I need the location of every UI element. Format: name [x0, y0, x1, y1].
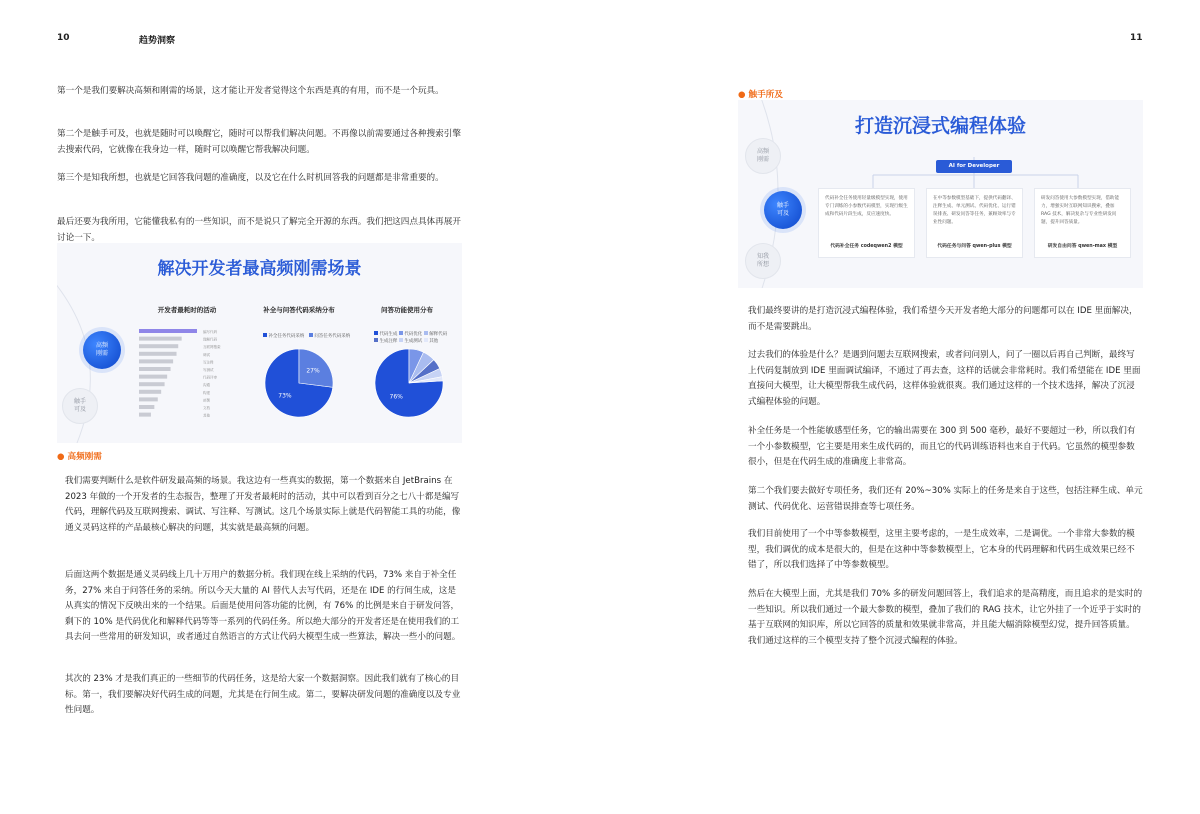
section-label-high-frequency: [57, 450, 102, 462]
bar-label: 部署: [203, 398, 210, 403]
bar-label: 写测试: [203, 368, 214, 372]
bar-代码评审: [139, 375, 167, 379]
page-number-left: 10: [57, 33, 70, 43]
bullet-dot-icon: ●: [738, 90, 746, 100]
bar-label: 沟通: [203, 383, 210, 388]
body-paragraph-1: 我们需要判断什么是软件研发最高频的场景。我这边有一些真实的数据，第一个数据来自 JetBrains 在 2023 年做的一个开发者的生态报告，整理了开发者最耗时的活动，其中可以看到百分之七八十都是编写代码，理解代码及互联网搜索、调试、写注释、写测试。这几个场景实际上就是代码智能工具的功能，像通义灵码这样的产品最核心解决的问题，其实就是最高频的问题。: [65, 476, 461, 533]
section-label-text: 高频刚需: [67, 452, 102, 462]
chart2-title: 补全与问答代码采纳分布: [263, 306, 335, 314]
bar-沟通: [139, 382, 165, 386]
right-paragraph-5: 我们目前使用了一个中等参数模型，这里主要考虑的，一是生成效率，二是调优。一个非常大参数的模型，我们调优的成本是很大的，但是在这种中等参数模型上，它本身的代码理解和代码生成效果已经不错了，所以我们选择了中等参数模型。: [748, 529, 1135, 570]
chart2-pie: [263, 347, 335, 419]
body-paragraph-2: 后面这两个数据是通义灵码线上几十万用户的数据分析。我们现在线上采纳的代码，73% 来自于补全任务，27% 来自于问答任务的采纳。所以今天大量的 AI 替代人去写代码，还是在 IDE 的行间生成，这是从真实的情况下反映出来的一个结果。后面是使用问答功能的比例，有 76% 的比例是来自于研发问答，剩下的 10% 是代码优化和解释代码等等一系列的代码任务。所以绝大部分的开发者还是在使用我们的工具去问一些常用的研发知识，或者通过自然语言的方式让代码大模型生成一些算法，解决一些小的问题。: [65, 570, 461, 642]
card-text: 研发问答使用大参数模型实现，借助能力，增强实时互联网知识搜索，叠加 RAG 技术，解决复杂与专业性研发问题，提升回答质量。: [1041, 196, 1120, 225]
pie-label: 73%: [278, 392, 292, 400]
left-figure: [57, 243, 462, 443]
section-label-text: 触手所及: [748, 90, 783, 100]
right-paragraph-3: 补全任务是一个性能敏感型任务，它的输出需要在 300 到 500 毫秒，最好不要超过一秒，所以我们有一个小参数模型，它主要是用来生成代码的，而且它的代码训练语料也来自于代码。它虽然的模型参数很小，但是在代码生成的准确度上非常高。: [748, 426, 1136, 467]
right-paragraph-4: 第二个我们要去做好专项任务，我们还有 20%~30% 实际上的任务是来自于这些，包括注释生成、单元测试、代码优化、运营错误排查等七项任务。: [748, 486, 1143, 512]
intro-paragraph-3: 第三个是知我所想，也就是它回答我问题的准确度，以及它在什么时机回答我的问题都是非常重要的。: [57, 173, 444, 183]
card-footer: 代码补全任务 codeqwen2 模型: [830, 244, 903, 249]
bar-label: 文档: [203, 406, 210, 410]
card-footer: 研发自由问答 qwen-max 模型: [1047, 244, 1118, 249]
bar-写测试: [139, 367, 171, 371]
bar-编写代码: [139, 329, 197, 333]
bar-调试: [139, 352, 177, 356]
bar-label: 代码评审: [203, 375, 217, 380]
right-figure: [738, 100, 1143, 288]
legend-item: 生成测试: [404, 339, 423, 344]
chart1-bars: [137, 327, 237, 427]
chart1-title: 开发者最耗时的活动: [157, 306, 217, 314]
circle-label: 触手可及: [776, 202, 789, 217]
bar-理解代码: [139, 337, 182, 341]
legend-item: 解释代码: [429, 332, 448, 337]
intro-paragraph-1: 第一个是我们要解决高频和刚需的场景，这才能让开发者觉得这个东西是真的有用，而不是一个玩具。: [57, 86, 444, 96]
bar-其他: [139, 413, 151, 417]
model-card-qa: [1034, 188, 1131, 258]
model-card-tasks: [926, 188, 1023, 258]
bar-label: 编写代码: [203, 330, 217, 334]
legend-item: 其他: [429, 339, 439, 344]
legend-item: 代码生成: [379, 332, 398, 337]
card-text: 在中等参数模型基础下，提供代码翻译、注释生成、单元测试、代码优化、运行错误排查、研发问答等任务，兼顾效率与专业性问题。: [933, 196, 1016, 225]
page-number-right: 11: [1130, 33, 1143, 43]
bar-互联网搜索: [139, 344, 178, 348]
bar-写注释: [139, 359, 173, 363]
figure-title: 解决开发者最高频刚需场景: [157, 259, 362, 279]
legend-item: 问答任务代码采纳: [314, 334, 351, 339]
card-text: 代码补全任务使用轻量级模型实现，使用专门训练的小参数代码模型，实现行级生成和代码片段生成，反应速度快。: [825, 196, 908, 217]
bar-构建: [139, 390, 161, 394]
circle-know-me: [745, 243, 781, 279]
chart3-legend: [374, 331, 454, 345]
running-title: 趋势洞察: [139, 36, 176, 46]
right-paragraph-6: 然后在大模型上面，尤其是我们 70% 多的研发问题回答上，我们追求的是高精度，而且追求的是实时的一些知识。所以我们通过一个最大参数的模型，叠加了我们的 RAG 技术，让它外挂了一个近乎于实时的基于互联网的知识库，所以它回答的质量和效果就非常高，并且能大幅消除模型幻觉，提升回答质量。我们通过这样的三个模型支持了整个沉浸式编程的体验。: [748, 589, 1143, 646]
chart2-legend: [263, 333, 350, 339]
circle-reachable: [62, 388, 98, 424]
legend-item: 代码优化: [404, 332, 423, 337]
bar-部署: [139, 397, 158, 401]
chart3-title: 问答功能使用分布: [381, 306, 433, 314]
bullet-dot-icon: ●: [57, 452, 65, 462]
card-footer: 代码任务与问答 qwen-plus 模型: [937, 244, 1012, 249]
bar-label: 构建: [203, 390, 210, 395]
figure-title: 打造沉浸式编程体验: [854, 115, 1026, 137]
ai-developer-badge: AI for Developer: [936, 160, 1012, 173]
circle-label: 知我所想: [756, 253, 769, 268]
bar-文档: [139, 405, 154, 409]
body-paragraph-3: 其次的 23% 才是我们真正的一些细节的代码任务，这是给大家一个数据洞察。因此我们就有了核心的目标。第一，我们要解决好代码生成的问题，尤其是在行间生成。第二，要解决研发问题的准确度以及专业性问题。: [65, 674, 461, 715]
pie-label: 27%: [306, 367, 320, 375]
right-paragraph-1: 我们最终要讲的是打造沉浸式编程体验，我们希望今天开发者绝大部分的问题都可以在 IDE 里面解决，而不是需要跳出。: [748, 306, 1138, 332]
circle-label: 高频刚需: [95, 342, 108, 357]
section-label-reachable: [738, 88, 783, 100]
model-card-completion: [818, 188, 915, 258]
intro-paragraph-2: 第二个是触手可及，也就是随时可以唤醒它，随时可以帮我们解决问题。不再像以前需要通过各种搜索引擎去搜索代码，它就像在我身边一样，随时可以唤醒它帮我解决问题。: [57, 129, 461, 155]
legend-item: 补全任务代码采纳: [268, 334, 305, 339]
circle-reachable: [764, 191, 802, 229]
pie-label: 76%: [389, 393, 403, 401]
circle-label: 高频刚需: [756, 148, 769, 163]
circle-label: 触手可及: [73, 398, 86, 413]
circle-high-frequency: [83, 331, 121, 369]
legend-item: 生成注释: [379, 339, 398, 344]
bar-label: 理解代码: [203, 337, 217, 342]
intro-paragraph-4: 最后还要为我所用，它能懂我私有的一些知识，而不是说只了解完全开源的东西。我们把这四点具体再展开讨论一下。: [57, 217, 461, 243]
bar-label: 调试: [203, 352, 210, 357]
circle-high-frequency: [745, 138, 781, 174]
bar-label: 写注释: [203, 360, 214, 365]
chart3-pie: [373, 347, 445, 419]
bar-label: 其他: [203, 413, 210, 418]
right-paragraph-2: 过去我们的体验是什么？是遇到问题去互联网搜索，或者问问别人，问了一圈以后再自己判断，最终写上代码复制放到 IDE 里面调试编译，不通过了再去查，这样的话就会非常耗时。我们希望能在 IDE 里面直接问大模型，让大模型帮我生成代码，这样体验就很爽。我们通过这样的一个技术选择，解决了沉浸式编程体验的问题。: [748, 350, 1141, 407]
bar-label: 互联网搜索: [203, 345, 221, 350]
